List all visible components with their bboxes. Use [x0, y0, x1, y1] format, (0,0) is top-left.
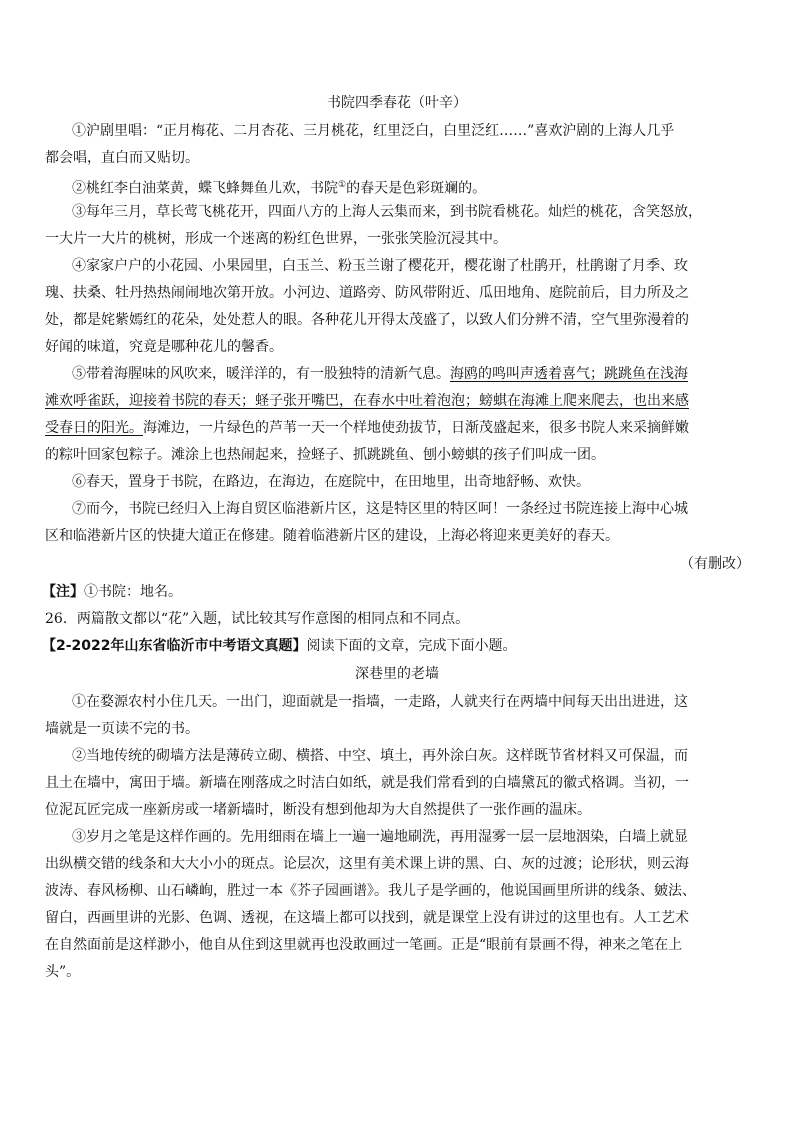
p1-line1: ①沪剧里唱：“正月梅花、二月杏花、三月桃花，红里泛白，白里泛红……”喜欢沪剧的上海人几乎	[72, 123, 675, 139]
footnote-marker: ①	[338, 180, 347, 190]
question-26: 26．两篇散文都以“花”入题，试比较其写作意图的相同点和不同点。	[45, 611, 470, 627]
p1-line2: 都会唱，直白而又贴切。	[45, 150, 199, 166]
footnote-label: 【注】	[42, 584, 84, 600]
p5-line3	[45, 418, 750, 438]
p5-line4: 的粽叶回家包粽子。滩涂上也热闹起来，捡蛏子、抓跳跳鱼、刨小螃蜞的孩子们叫成一团。	[45, 447, 605, 463]
p2-3-line2: 出纵横交错的线条和大大小小的斑点。论层次，这里有美术课上讲的黑、白、灰的过渡；论形状，则云海	[45, 856, 689, 872]
passage2-title: 深巷里的老墙	[355, 666, 439, 682]
p5-underlined-a: 海鸥的鸣叫声透着喜气；跳跳鱼在浅海	[450, 366, 688, 382]
p4-line4: 好闻的味道，究竟是哪种花儿的馨香。	[45, 339, 283, 355]
p2-3-line4: 留白，西画里讲的光影、色调、透视，在这墙上都可以找到，就是课堂上没有讲过的这里也有。人工艺术	[45, 910, 689, 926]
section2-instruction: 阅读下面的文章，完成下面小题。	[306, 638, 517, 654]
section2-label: 【2-2022年山东省临沂市中考语文真题】	[42, 638, 307, 654]
passage1-title: 书院四季春花（叶辛）	[327, 95, 467, 111]
p5-line2-underlined: 滩欢呼雀跃，迎接着书院的春天；蛏子张开嘴巴，在春水中吐着泡泡；螃蜞在海滩上爬来爬去，也出来感	[45, 393, 689, 409]
footnote-text: ①书院：地名。	[84, 584, 182, 600]
p2-2-line3: 位泥瓦匠完成一座新房或一堵新墙时，断没有想到他却为大自然提供了一张作画的温床。	[45, 802, 591, 818]
p2-text-b: 的春天是色彩斑斓的。	[346, 180, 487, 197]
p4-line2: 瑰、扶桑、牡丹热热闹闹地次第开放。小河边、道路旁、防风带附近、瓜田地角、庭院前后，目力所及之	[45, 285, 689, 301]
p7-line2: 区和临港新片区的快捷大道正在修建。随着临港新片区的建设，上海必将迎来更美好的春天。	[45, 528, 619, 544]
footnote	[42, 582, 747, 602]
p2-line1	[72, 175, 777, 199]
p2-3-line5: 在自然面前是这样渺小，他自从住到这里就再也没敢画过一笔画。正是“眼前有景画不得，神来之笔在上	[45, 937, 683, 953]
p2-3-line6: 头”。	[45, 964, 81, 980]
p4-line1: ④家家户户的小花园、小果园里，白玉兰、粉玉兰谢了樱花开，樱花谢了杜鹃开，杜鹃谢了月季、玫	[72, 258, 688, 274]
p7-line1: ⑦而今，书院已经归入上海自贸区临港新片区，这是特区里的特区呵！一条经过书院连接上海中心城	[72, 501, 688, 517]
p2-3-line3: 波涛、春风杨柳、山石嶙峋，胜过一本《芥子园画谱》。我儿子是学画的，他说国画里所讲的线条、皴法、	[45, 883, 696, 899]
p3-line1: ③每年三月，草长莺飞桃花开，四面八方的上海人云集而来，到书院看桃花。灿烂的桃花，含笑怒放，	[72, 204, 702, 220]
source-note: （有删改）	[680, 556, 750, 572]
p5-line1	[72, 364, 777, 384]
p6-line1: ⑥春天，置身于书院，在路边，在海边，在庭院中，在田地里，出奇地舒畅、欢快。	[72, 474, 590, 490]
p5-text-a: ⑤带着海腥味的风吹来，暖洋洋的，有一股独特的清新气息。	[72, 366, 450, 382]
p5-underlined-b: 受春日的阳光。	[45, 420, 143, 436]
p2-text-a: ②桃红李白油菜黄，蝶飞蜂舞鱼儿欢，书院	[72, 180, 338, 197]
p2-2-line2: 且土在墙中，寓田于墙。新墙在刚落成之时洁白如纸，就是我们常看到的白墙黛瓦的徽式格调。当初，一	[45, 775, 689, 791]
p2-2-line1: ②当地传统的砌墙方法是薄砖立砌、横搭、中空、填土，再外涂白灰。这样既节省材料又可保温，而	[72, 748, 688, 764]
p5-text-b: 海滩边，一片绿色的芦苇一天一个样地使劲拔节，日渐茂盛起来，很多书院人来采摘鲜嫩	[143, 420, 689, 436]
p2-1-line1: ①在婺源农村小住几天。一出门，迎面就是一指墙，一走路，人就夹行在两墙中间每天出出进进，这	[72, 694, 688, 710]
p4-line3: 处，都是姹紫嫣红的花朵，处处惹人的眼。各种花儿开得太茂盛了，以致人们分辨不清，空气里弥漫着的	[45, 312, 689, 328]
section2-header	[42, 636, 747, 656]
p2-1-line2: 墙就是一页读不完的书。	[45, 721, 199, 737]
p2-3-line1: ③岁月之笔是这样作画的。先用细雨在墙上一遍一遍地刷洗，再用湿雾一层一层地洇染，白墙上就显	[72, 829, 688, 845]
p3-line2: 一大片一大片的桃树，形成一个迷离的粉红色世界，一张张笑脸沉浸其中。	[45, 231, 507, 247]
